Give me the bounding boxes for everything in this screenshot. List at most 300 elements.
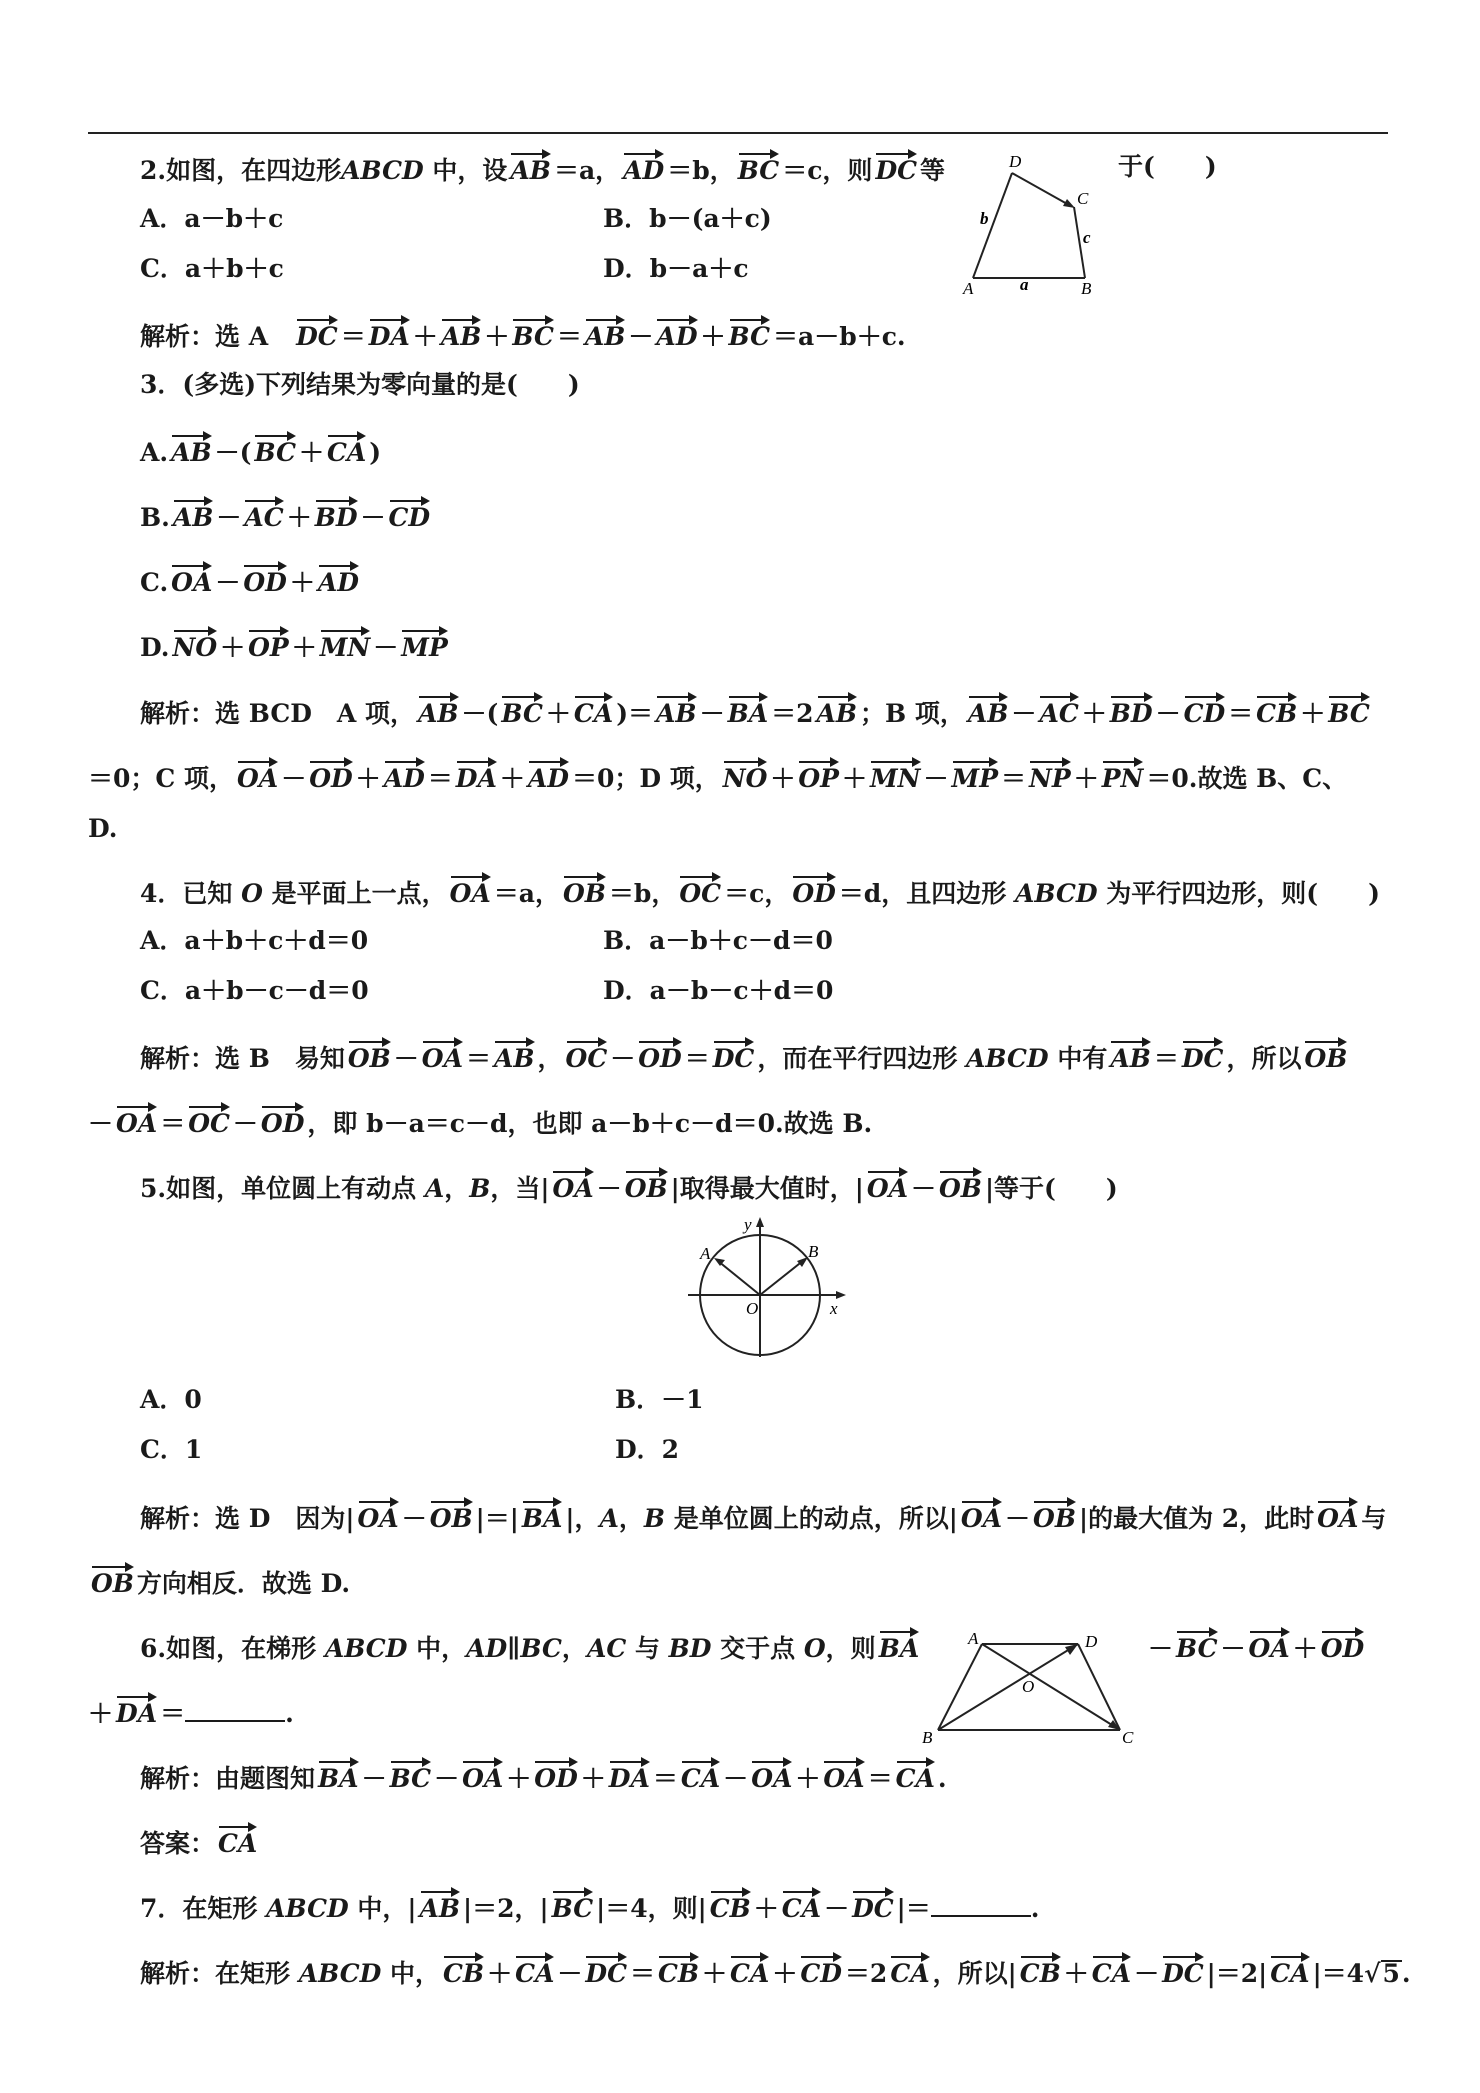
vector-symbol: OD	[309, 758, 352, 792]
q5-stem	[140, 1168, 1118, 1206]
vector-symbol: AB	[1110, 1038, 1151, 1072]
text-fragment: ＋	[772, 1959, 798, 1988]
text-fragment: －	[373, 633, 399, 662]
text-fragment: ，	[561, 1634, 587, 1663]
vector-symbol: OC	[188, 1103, 230, 1137]
text-fragment: ＋	[484, 322, 510, 351]
vector-symbol: OP	[798, 758, 839, 792]
vector-symbol: OA	[422, 1038, 463, 1072]
text-fragment: 等	[920, 156, 946, 185]
text-fragment: |，	[565, 1504, 600, 1533]
text-fragment: D.	[140, 633, 170, 662]
text-fragment: ＝	[160, 1699, 186, 1728]
text-fragment: －	[723, 1764, 749, 1793]
text-fragment: C.	[140, 568, 169, 597]
text-fragment: 中，|	[348, 1894, 417, 1923]
text-fragment: 为平行四边形，则( )	[1097, 879, 1380, 908]
vector-symbol: AD	[623, 150, 664, 184]
text-fragment: ＋	[298, 438, 324, 467]
text-fragment: 方向相反．故选 D.	[136, 1569, 351, 1598]
text-fragment: .	[285, 1699, 294, 1728]
vector-symbol: OA	[462, 1758, 503, 1792]
vector-symbol: CA	[782, 1888, 821, 1922]
vector-symbol: OA	[552, 1168, 593, 1202]
q4-option-c: C．a＋b－c－d＝0	[140, 976, 369, 1005]
vector-symbol: DC	[585, 1953, 627, 1987]
text-fragment: 2.如图，在四边形	[140, 156, 342, 185]
vector-symbol: AB	[817, 693, 858, 727]
vector-symbol: OD	[792, 873, 835, 907]
text-fragment: 交于点	[711, 1634, 804, 1663]
text-fragment: 7．在矩形	[140, 1894, 267, 1923]
text-fragment: |＝4	[1312, 1959, 1365, 1988]
text-fragment: A	[424, 1174, 445, 1203]
q2-stem-tail: 于( )	[1118, 152, 1217, 181]
vector-symbol: BC	[512, 316, 554, 350]
text-fragment: －	[401, 1504, 427, 1533]
q4-option-d: D．a－b－c＋d＝0	[603, 976, 834, 1005]
text-fragment: O	[803, 1634, 826, 1663]
text-fragment: ＝	[652, 1764, 678, 1793]
vector-symbol: OB	[91, 1563, 134, 1597]
q6-stem-line2	[88, 1693, 294, 1731]
vector-symbol: CD	[1184, 693, 1226, 727]
vector-symbol: OD	[534, 1758, 577, 1792]
text-fragment: ABCD	[1014, 879, 1098, 908]
text-fragment: ＋	[702, 1959, 728, 1988]
text-fragment: ＝	[1153, 1044, 1179, 1073]
text-fragment: ＝a，	[493, 879, 560, 908]
vector-symbol: CB	[710, 1888, 751, 1922]
text-fragment: ＝2	[771, 699, 814, 728]
text-fragment: .	[937, 1764, 947, 1793]
q2-fig-label-c: C	[1077, 189, 1089, 208]
text-fragment: ＝0；D 项，	[571, 764, 720, 793]
q4-option-a: A．a＋b＋c＋d＝0	[140, 926, 369, 955]
vector-symbol: AB	[420, 1888, 461, 1922]
text-fragment: ＝2	[844, 1959, 888, 1988]
vector-symbol: DA	[369, 316, 410, 350]
q6-solution	[140, 1758, 947, 1796]
text-fragment: －	[215, 568, 241, 597]
text-fragment: |取得最大值时，|	[670, 1174, 864, 1203]
text-fragment: 中有	[1048, 1044, 1108, 1073]
text-fragment: 解析：	[140, 322, 216, 351]
q3-option-a	[140, 432, 381, 470]
q3-option-b	[140, 497, 433, 535]
vector-symbol: DA	[609, 1758, 650, 1792]
vector-symbol: BA	[879, 1628, 920, 1662]
vector-symbol: CB	[1256, 693, 1297, 727]
text-fragment: 5	[1382, 1959, 1400, 1988]
text-fragment: 选 A	[215, 322, 294, 351]
vector-symbol: OD	[243, 562, 286, 596]
vector-symbol: DC	[296, 316, 338, 350]
vector-symbol: MP	[401, 627, 447, 661]
vector-symbol: OD	[638, 1038, 681, 1072]
vector-symbol: OA	[237, 758, 278, 792]
vector-symbol: OA	[1317, 1498, 1358, 1532]
text-fragment: B	[643, 1504, 666, 1533]
q5-fig-label-o: O	[746, 1299, 759, 1318]
text-fragment: －	[628, 322, 654, 351]
text-fragment: －	[393, 1044, 419, 1073]
text-fragment: |＝2，|	[463, 1894, 549, 1923]
text-fragment: 5.如图，单位圆上有动点	[140, 1174, 425, 1203]
text-fragment: ＝	[160, 1109, 186, 1138]
text-fragment: ＝d，且四边形	[838, 879, 1015, 908]
q6-fig-label-o: O	[1022, 1677, 1035, 1696]
vector-symbol: CA	[730, 1953, 769, 1987]
q2-solution	[140, 316, 906, 354]
text-fragment: 选 B 易知	[215, 1044, 345, 1073]
text-fragment: 中，设	[423, 156, 508, 185]
text-fragment: |＝	[896, 1894, 931, 1923]
text-fragment: ABCD	[966, 1044, 1049, 1073]
text-fragment: ＝	[1228, 699, 1254, 728]
vector-symbol: BC	[254, 432, 296, 466]
text-fragment: ，则	[825, 1634, 876, 1663]
text-fragment: －	[281, 764, 307, 793]
q6-stem-line1	[140, 1628, 922, 1666]
q6-trapezoid-figure	[920, 1630, 1140, 1750]
q2-fig-label-vec-b: b	[980, 209, 989, 228]
vector-symbol: OC	[679, 873, 721, 907]
text-fragment: －	[216, 503, 242, 532]
text-fragment: －	[88, 1109, 114, 1138]
text-fragment: ＝b，	[608, 879, 677, 908]
text-fragment: ，所以	[1226, 1044, 1302, 1073]
vector-symbol: NO	[723, 758, 768, 792]
q2-stem	[140, 150, 945, 188]
vector-symbol: BC	[501, 693, 543, 727]
text-fragment: 选 D 因为|	[215, 1504, 355, 1533]
text-fragment: ＋	[88, 1699, 114, 1728]
text-fragment: ＝	[629, 1959, 655, 1988]
vector-symbol: AB	[418, 693, 459, 727]
text-fragment: 解析：	[140, 1764, 216, 1793]
text-fragment: －	[1148, 1634, 1174, 1663]
vector-symbol: MP	[952, 758, 998, 792]
text-fragment: －	[1011, 699, 1037, 728]
vector-symbol: NP	[1029, 758, 1071, 792]
text-fragment: 是平面上一点，	[262, 879, 447, 908]
vector-symbol: AB	[173, 497, 214, 531]
q6-stem-line1-tail	[1148, 1628, 1367, 1666]
text-fragment: －	[596, 1174, 622, 1203]
vector-symbol: OA	[1249, 1628, 1290, 1662]
text-fragment: ＋	[1081, 699, 1107, 728]
text-fragment: －	[434, 1764, 460, 1793]
text-fragment: ＋	[700, 322, 726, 351]
vector-symbol: DC	[1182, 1038, 1224, 1072]
vector-symbol: OA	[358, 1498, 399, 1532]
text-fragment: ＋	[355, 764, 381, 793]
vector-symbol: OA	[823, 1758, 864, 1792]
text-fragment: ，即 b－a＝c－d，也即 a－b＋c－d＝0.故选 B.	[307, 1109, 873, 1138]
vector-symbol: MN	[870, 758, 921, 792]
text-fragment: ＝	[1001, 764, 1027, 793]
text-fragment: ＋	[291, 633, 317, 662]
q5-fig-label-a: A	[700, 1244, 711, 1263]
q5-fig-label-b: B	[808, 1242, 819, 1261]
text-fragment: A	[599, 1504, 619, 1533]
text-fragment: －	[923, 764, 949, 793]
q2-option-c: C．a＋b＋c	[140, 254, 284, 283]
vector-symbol: DC	[713, 1038, 755, 1072]
text-fragment: O	[241, 879, 263, 908]
text-fragment: ＋	[770, 764, 796, 793]
vector-symbol: AD	[528, 758, 569, 792]
q2-option-a: A．a－b＋c	[140, 204, 284, 233]
sqrt-symbol: √	[1364, 1959, 1381, 1988]
text-fragment: －	[699, 699, 725, 728]
text-fragment: ＋	[506, 1764, 532, 1793]
text-fragment: ＋	[412, 322, 438, 351]
q4-solution-line1	[140, 1038, 1350, 1076]
vector-symbol: OB	[348, 1038, 391, 1072]
q5-option-b: B．－1	[615, 1385, 704, 1414]
vector-symbol: OC	[566, 1038, 608, 1072]
text-fragment: ＋	[841, 764, 867, 793]
q3-solution-line3: D.	[88, 814, 118, 843]
text-fragment: ，	[618, 1504, 644, 1533]
q4-option-b: B．a－b＋c－d＝0	[603, 926, 833, 955]
text-fragment: ；B 项，	[860, 699, 965, 728]
vector-symbol: OA	[450, 873, 491, 907]
text-fragment: －	[232, 1109, 258, 1138]
text-fragment: 在矩形	[215, 1959, 299, 1988]
q5-option-a: A．0	[140, 1385, 202, 1414]
vector-symbol: OD	[261, 1103, 304, 1137]
text-fragment: ＝	[427, 764, 453, 793]
text-fragment: ABCD	[324, 1634, 408, 1663]
vector-symbol: CA	[1092, 1953, 1131, 1987]
vector-symbol: BA	[522, 1498, 563, 1532]
q4-solution-line2	[88, 1103, 872, 1141]
vector-symbol: AB	[171, 432, 212, 466]
vector-symbol: BC	[738, 150, 780, 184]
vector-symbol: CA	[515, 1953, 554, 1987]
q3-solution-line2	[88, 758, 1347, 796]
q6-fig-label-d: D	[1085, 1632, 1098, 1651]
q5-fig-label-x: x	[830, 1299, 838, 1318]
text-fragment: .	[1401, 1959, 1411, 1988]
vector-symbol: AB	[494, 1038, 535, 1072]
q5-unit-circle-figure	[680, 1215, 860, 1365]
text-fragment: ＝	[556, 322, 582, 351]
vector-symbol: CA	[890, 1953, 929, 1987]
text-fragment: 与	[626, 1634, 669, 1663]
vector-symbol: CB	[658, 1953, 699, 1987]
vector-symbol: BA	[728, 693, 769, 727]
vector-symbol: AB	[441, 316, 482, 350]
q2-fig-label-b: B	[1081, 279, 1092, 298]
q7-solution	[140, 1953, 1411, 1991]
vector-symbol: OB	[625, 1168, 668, 1202]
q2-quadrilateral-figure	[955, 150, 1105, 300]
vector-symbol: MN	[320, 627, 371, 661]
vector-symbol: AD	[384, 758, 425, 792]
text-fragment: BD	[668, 1634, 712, 1663]
text-fragment: －	[1155, 699, 1181, 728]
vector-symbol: AD	[318, 562, 359, 596]
q7-stem	[140, 1888, 1039, 1926]
text-fragment: ＝	[340, 322, 366, 351]
vector-symbol: OA	[961, 1498, 1002, 1532]
text-fragment: |等于( )	[984, 1174, 1118, 1203]
text-fragment: ＋	[289, 568, 315, 597]
text-fragment: )	[369, 438, 382, 467]
vector-symbol: AB	[510, 150, 551, 184]
text-fragment: －	[1005, 1504, 1031, 1533]
text-fragment: 由题图知	[215, 1764, 316, 1793]
text-fragment: ，	[444, 1174, 470, 1203]
q5-option-c: C．1	[140, 1435, 203, 1464]
vector-symbol: PN	[1102, 758, 1144, 792]
q6-fig-label-b: B	[922, 1728, 933, 1747]
vector-symbol: AC	[244, 497, 283, 531]
text-fragment: －	[557, 1959, 583, 1988]
text-fragment: ＝	[684, 1044, 710, 1073]
text-fragment: ＋	[753, 1894, 779, 1923]
vector-symbol: CA	[896, 1758, 935, 1792]
vector-symbol: CD	[389, 497, 431, 531]
vector-symbol: CD	[800, 1953, 842, 1987]
vector-symbol: BC	[1176, 1628, 1218, 1662]
text-fragment: －(	[461, 699, 499, 728]
text-fragment: AC	[586, 1634, 627, 1663]
text-fragment: ＋	[545, 699, 571, 728]
text-fragment: |＝2|	[1206, 1959, 1268, 1988]
vector-symbol: CB	[1020, 1953, 1061, 1987]
text-fragment: ＋	[1073, 764, 1099, 793]
q3-option-d	[140, 627, 451, 665]
text-fragment: ＋	[220, 633, 246, 662]
text-fragment: －	[824, 1894, 850, 1923]
text-fragment: 6.如图，在梯形	[140, 1634, 325, 1663]
q6-answer-blank[interactable]	[185, 1698, 285, 1722]
text-fragment: ＝a－b＋c.	[773, 322, 906, 351]
q2-fig-label-d: D	[1009, 152, 1022, 171]
q2-option-b: B．b－(a＋c)	[603, 204, 772, 233]
vector-symbol: OB	[1033, 1498, 1076, 1532]
vector-symbol: AB	[656, 693, 697, 727]
vector-symbol: BC	[552, 1888, 594, 1922]
vector-symbol: CA	[327, 432, 366, 466]
vector-symbol: DA	[116, 1693, 157, 1727]
text-fragment: －	[361, 1764, 387, 1793]
text-fragment: 选 BCD A 项，	[215, 699, 415, 728]
text-fragment: ABCD	[298, 1959, 382, 1988]
text-fragment: 4．已知	[140, 879, 242, 908]
text-fragment: ＝0；C 项，	[88, 764, 234, 793]
vector-symbol: AB	[585, 316, 626, 350]
text-fragment: 答案：	[140, 1829, 216, 1858]
vector-symbol: CA	[681, 1758, 720, 1792]
vector-symbol: BD	[1110, 693, 1153, 727]
vector-symbol: CB	[443, 1953, 484, 1987]
vector-symbol: BA	[318, 1758, 359, 1792]
vector-symbol: DA	[456, 758, 497, 792]
q3-option-c	[140, 562, 362, 600]
text-fragment: ＋	[795, 1764, 821, 1793]
text-fragment: B.	[140, 503, 170, 532]
text-fragment: ＝	[867, 1764, 893, 1793]
vector-symbol: BC	[390, 1758, 432, 1792]
text-fragment: ＝0.故选 B、C、	[1146, 764, 1348, 793]
text-fragment: －	[610, 1044, 636, 1073]
text-fragment: .	[1030, 1894, 1040, 1923]
text-fragment: ＋	[1063, 1959, 1089, 1988]
text-fragment: 与	[1361, 1504, 1387, 1533]
text-fragment: ABCD	[266, 1894, 349, 1923]
text-fragment: B	[469, 1174, 491, 1203]
vector-symbol: NO	[173, 627, 218, 661]
text-fragment: ＝b，	[667, 156, 735, 185]
q5-fig-label-y: y	[744, 1215, 752, 1234]
text-fragment: ，所以|	[932, 1959, 1017, 1988]
text-fragment: ，当|	[490, 1174, 550, 1203]
text-fragment: －	[911, 1174, 937, 1203]
vector-symbol: OB	[1304, 1038, 1347, 1072]
text-fragment: 解析：	[140, 1959, 216, 1988]
q6-fig-label-c: C	[1122, 1728, 1134, 1747]
vector-symbol: AC	[1039, 693, 1078, 727]
text-fragment: 解析：	[140, 699, 216, 728]
vector-symbol: DC	[1162, 1953, 1204, 1987]
top-rule	[88, 132, 1388, 134]
vector-symbol: AB	[968, 693, 1009, 727]
q2-fig-label-vec-a: a	[1020, 275, 1029, 294]
vector-symbol: OD	[1321, 1628, 1364, 1662]
q7-answer-blank[interactable]	[931, 1893, 1031, 1917]
text-fragment: －	[1134, 1959, 1160, 1988]
vector-symbol: BC	[1328, 693, 1370, 727]
vector-symbol: DC	[875, 150, 917, 184]
vector-symbol: OB	[939, 1168, 982, 1202]
text-fragment: －(	[214, 438, 252, 467]
vector-symbol: OP	[248, 627, 289, 661]
q5-solution-line1	[140, 1498, 1386, 1536]
text-fragment: ＋	[1300, 699, 1326, 728]
text-fragment: ＝a，	[553, 156, 621, 185]
vector-symbol: OB	[430, 1498, 473, 1532]
text-fragment: ＝c，	[724, 879, 790, 908]
vector-symbol: DC	[852, 1888, 894, 1922]
vector-symbol: CA	[1270, 1953, 1309, 1987]
text-fragment: 解析：	[140, 1504, 216, 1533]
text-fragment: |＝|	[475, 1504, 519, 1533]
q4-stem	[140, 873, 1380, 911]
text-fragment: ＋	[499, 764, 525, 793]
q3-solution-line1	[140, 693, 1373, 731]
q2-fig-label-a: A	[963, 279, 974, 298]
q2-fig-label-vec-c: c	[1083, 228, 1091, 247]
text-fragment: ABCD	[341, 156, 424, 185]
text-fragment: AD∥BC	[466, 1634, 562, 1663]
text-fragment: ＋	[580, 1764, 606, 1793]
text-fragment: ＋	[1292, 1634, 1318, 1663]
text-fragment: |的最大值为 2，此时	[1078, 1504, 1315, 1533]
text-fragment: ＋	[286, 503, 312, 532]
text-fragment: 中，	[381, 1959, 441, 1988]
q6-fig-label-a: A	[968, 1630, 979, 1648]
text-fragment: ，而在平行四边形	[757, 1044, 967, 1073]
q3-stem: 3．(多选)下列结果为零向量的是( )	[140, 370, 580, 399]
text-fragment: －	[1220, 1634, 1246, 1663]
text-fragment: ＝c，则	[782, 156, 873, 185]
